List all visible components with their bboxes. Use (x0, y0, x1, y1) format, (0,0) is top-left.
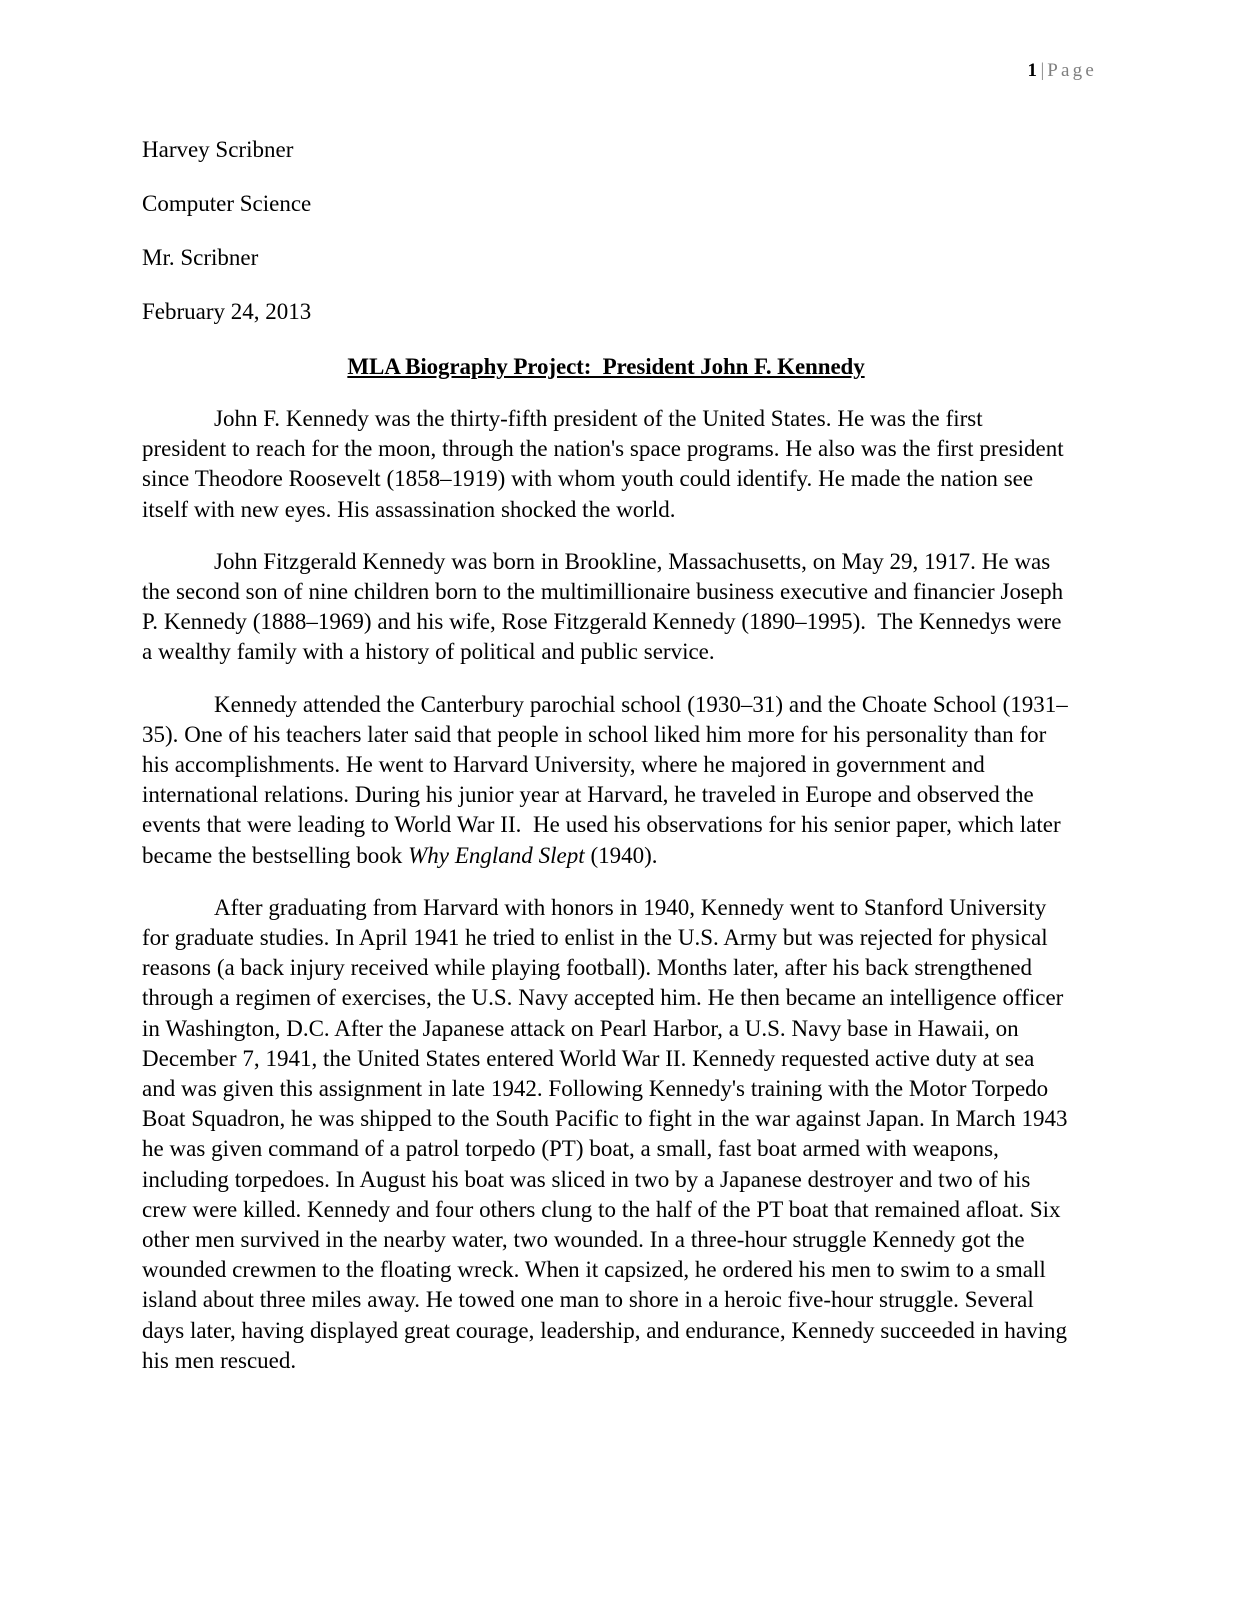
page-header-separator: | (1040, 60, 1045, 81)
body-paragraph-2: John Fitzgerald Kennedy was born in Brookline, Massachusetts, on May 29, 1917. He was the second son of nine children born to the multimillionaire business executive and financier Joseph P. Kennedy (1888–1969) and his wife, Rose Fitzgerald Kennedy (1890–1995). The Kennedys were a wealthy family with a history of political and public service. (142, 548, 1070, 665)
paragraph-3-text-before-title: Kennedy attended the Canterbury parochial school (1930–31) and the Choate School (1931–35). One of his teachers later said that people in school liked him more for his personality than for his accomplishments. He went to Harvard University, where he majored in government and international relations. During his junior year at Harvard, he traveled in Europe and observed the events that were leading to World War II. He used his observations for his senior paper, which later became the bestselling book (142, 691, 1068, 868)
student-name: Harvey Scribner (142, 137, 294, 162)
instructor-name: Mr. Scribner (142, 245, 259, 270)
paragraph-3-text-after-title: (1940). (584, 842, 658, 868)
body-paragraph-3 (142, 690, 1070, 871)
mla-heading-block (142, 138, 1070, 323)
page-header (142, 60, 1097, 83)
body-paragraph-4: After graduating from Harvard with honors in 1940, Kennedy went to Stanford University for graduate studies. In April 1941 he tried to enlist in the U.S. Army but was rejected for physical reasons (a back injury received while playing football). Months later, after his back strengthened through a regimen of exercises, the U.S. Navy accepted him. He then became an intelligence officer in Washington, D.C. After the Japanese attack on Pearl Harbor, a U.S. Navy base in Hawaii, on December 7, 1941, the United States entered World War II. Kennedy requested active duty at sea and was given this assignment in late 1942. Following Kennedy's training with the Motor Torpedo Boat Squadron, he was shipped to the South Pacific to fight in the war against Japan. In March 1943 he was given command of a patrol torpedo (PT) boat, a small, fast boat armed with weapons, including torpedoes. In August his boat was sliced in two by a Japanese destroyer and two of his crew were killed. Kennedy and four others clung to the half of the PT boat that remained afloat. Six other men survived in the nearby water, two wounded. In a three-hour struggle Kennedy got the wounded crewmen to the floating wreck. When it capsized, he ordered his men to swim to a small island about three miles away. He towed one man to shore in a heroic five-hour struggle. Several days later, having displayed great courage, leadership, and endurance, Kennedy succeeded in having his men rescued. (142, 894, 1074, 1373)
book-title-why-england-slept: Why England Slept (408, 842, 585, 868)
body-paragraph-1: John F. Kennedy was the thirty-fifth president of the United States. He was the first president to reach for the moon, through the nation's space programs. He also was the first president since Theodore Roosevelt (1858–1919) with whom youth could identify. He made the nation see itself with new eyes. His assassination shocked the world. (142, 406, 1070, 522)
page-header-label: Page (1047, 60, 1097, 81)
page-number: 1 (1027, 60, 1038, 81)
course-name: Computer Science (142, 191, 312, 216)
date-line: February 24, 2013 (142, 299, 312, 324)
page-title: MLA Biography Project: President John F. Kennedy (347, 354, 865, 379)
document-body (142, 137, 1074, 1376)
